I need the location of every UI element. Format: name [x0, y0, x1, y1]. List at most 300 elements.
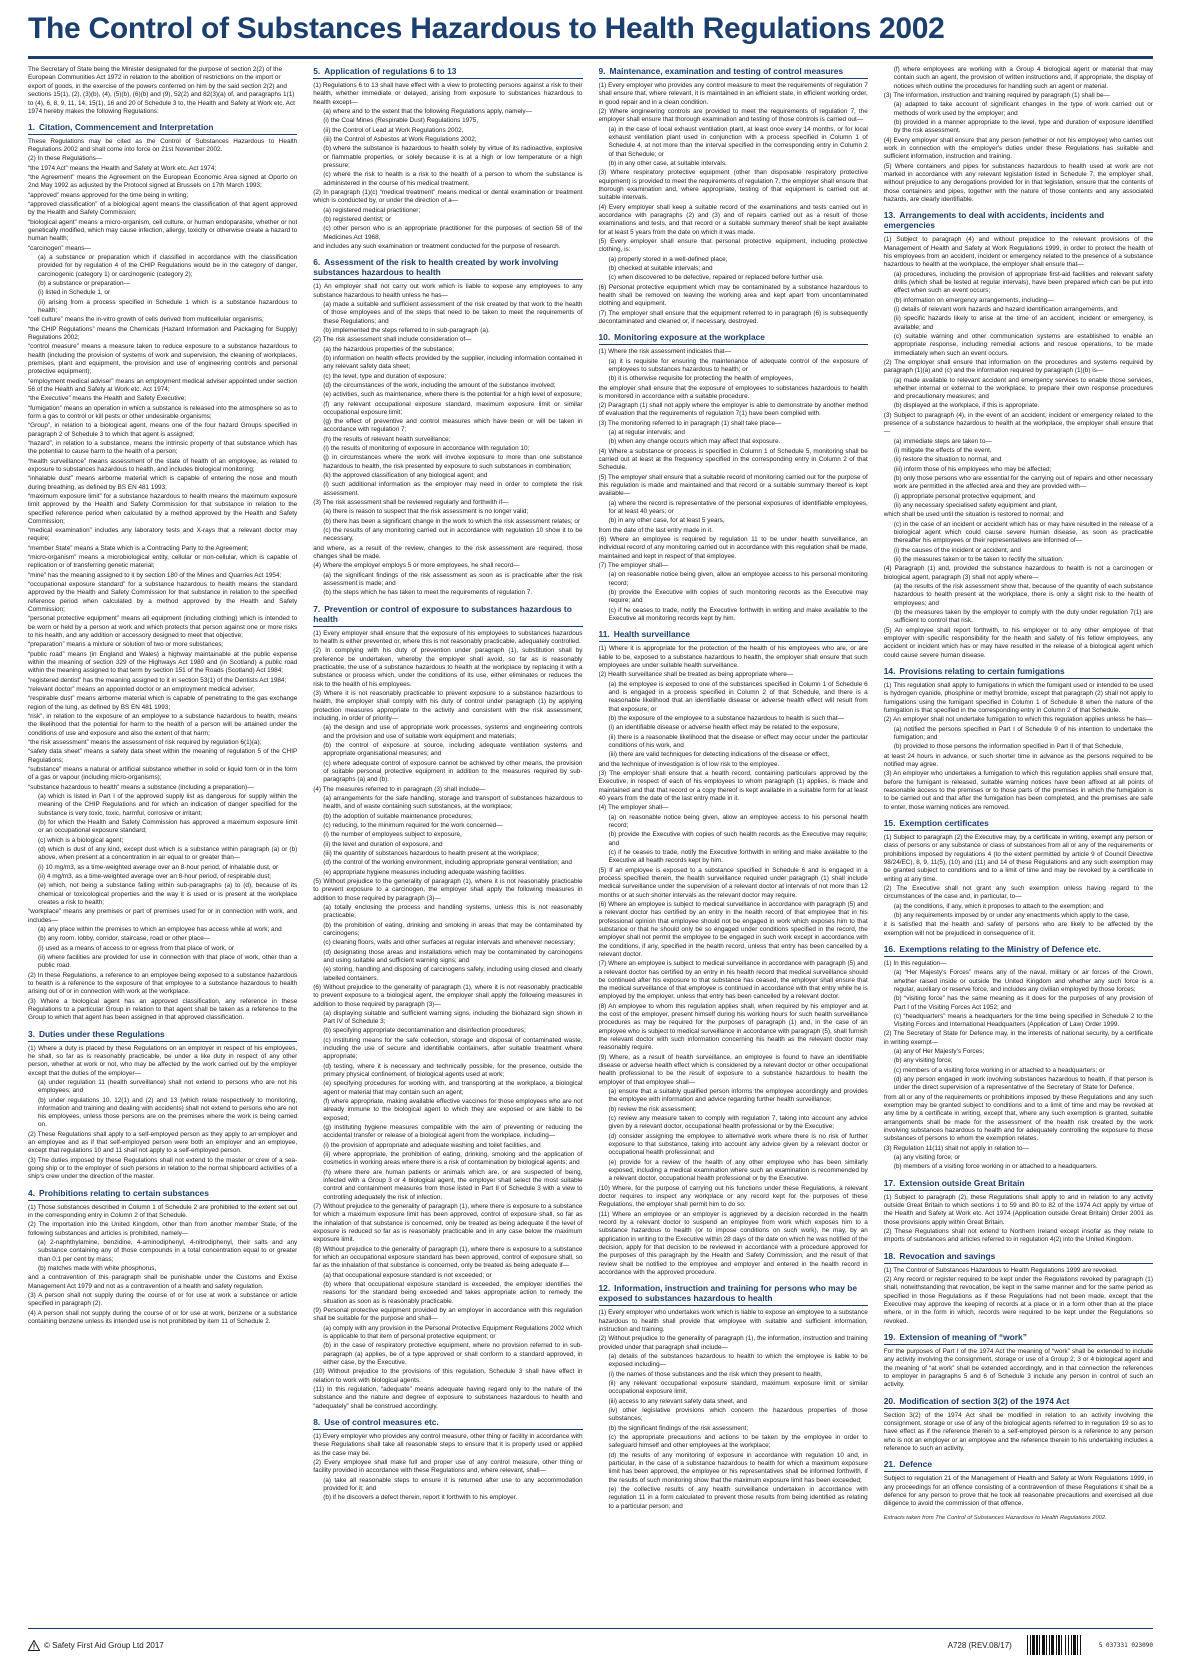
regulation-paragraph: (c) the level, type and duration of exposure; [323, 372, 447, 380]
section-heading [313, 604, 582, 624]
section-heading [884, 1396, 1153, 1406]
section-heading [884, 1332, 1153, 1342]
regulation-paragraph: (4) Every employer shall ensure that any person (whether or not his employee) who carries out work in connection with the employer's duties under these Regulations has suitable and sufficient information, instruction and training. [883, 136, 1153, 161]
regulation-paragraph: the employer shall ensure that the exposure of employees to substances hazardous to health is monitored in accordance with a suitable procedure. [598, 384, 868, 400]
section-number: 10. [598, 332, 611, 343]
regulation-paragraph: “approved” means approved for the time being in writing; [28, 191, 189, 199]
regulation-paragraph: “maximum exposure limit” for a substance hazardous to health means the maximum exposure limit approved by the Health and Safety Commission for that substance in relation to the specified reference period when calculated by a method approved by the Health and Safety Commission; [28, 492, 298, 525]
regulation-paragraph: (7) The employer shall— [598, 562, 669, 570]
regulation-paragraph: (i) the results of monitoring of exposure in accordance with regulation 10; [323, 445, 530, 453]
section-heading [599, 332, 868, 342]
regulation-paragraph: (ii) there is a reasonable likelihood that the disease or effect may occur under the particular conditions of his work, and [608, 733, 868, 749]
regulation-paragraph: and the technique of investigation is of low risk to the employee. [598, 760, 780, 768]
regulation-paragraph: “safety data sheet” means a safety data sheet within the meaning of regulation 5 of the CHIP Regulations; [28, 748, 298, 764]
regulation-paragraph: (b) in any other case, for at least 5 years, [608, 517, 725, 525]
regulation-paragraph: and where, as a result of the review, changes to the risk assessment are required, those changes shall be made. [313, 544, 583, 561]
regulation-paragraph: (b) in any other case, at suitable intervals. [608, 159, 727, 167]
regulation-paragraph: (8) Without prejudice to the generality of paragraph (1), where there is exposure to a substance for which an occupational exposure standard has been approved, control of exposure shall, so far as the inhalation of that substance is concerned, only be treated as being adequate if— [313, 1245, 583, 1270]
regulation-paragraph: (b) provide the Executive with copies of such monitoring records as the Executive may require; and [608, 589, 868, 605]
regulation-paragraph: (i) the names of those substances and the risk which they present to health, [608, 1370, 823, 1378]
heading-rule [884, 830, 1153, 831]
regulation-paragraph: (b) specifying appropriate decontamination and disinfection procedures; [323, 1027, 526, 1035]
regulation-paragraph: (3) Where it is not reasonably practicable to prevent exposure to a substance hazardous to health, the employer shall comply with his duty of control under paragraph (1) by applying protection measures appropriate to the activity and consistent with the risk assessment, including, in order of priority— [313, 690, 583, 722]
regulation-paragraph: (2) These Regulations shall not extend to Northern Ireland except insofar as they relate to imports of substances and articles referred to in regulation 4(2) into the United Kingdom. [883, 1228, 1153, 1244]
regulation-paragraph: (b) where the substance is hazardous to health solely by virtue of its radioactive, explosive or flammable properties, or solely because it is at a high or low temperature or a high pressure; [323, 145, 583, 169]
regulation-paragraph: (6) Personal protective equipment which may be contaminated by a substance hazardous to health shall be removed on leaving the working area and kept apart from uncontaminated clothing and equipment. [598, 283, 868, 308]
regulation-paragraph: (g) the effect of preventive and control measures which have been or will be taken in accordance with regulation 7; [323, 418, 583, 434]
regulation-paragraph: (e) provide for a review of the health of any other employee who has been similarly exposed, including a medical examination where such an examination is recommended by a relevant doctor, occupational health professional or by the Executive. [608, 1158, 868, 1183]
regulation-paragraph: (j) in circumstances where the work will involve exposure to more than one substance hazardous to health, the risk presented by exposure to such substances in combination; [323, 454, 583, 470]
regulation-paragraph: (a) 2-naphthylamine, benzidine, 4-aminodiphenyl, 4-nitrodiphenyl, their salts and any substance containing any of those compounds in a total concentration equal to or greater than 0.1 per cent by mass; [38, 1239, 298, 1263]
section-title: Exemption certificates [899, 817, 989, 828]
regulation-paragraph: (3) The information, instruction and training required by paragraph (1) shall be— [883, 91, 1110, 99]
regulation-paragraph: (2) In these Regulations, a reference to an employee being exposed to a substance hazardous to health is a reference to the exposure of that employee to a substance hazardous to health arising out of or in connection with work at the workplace. [28, 971, 298, 996]
regulation-paragraph: (3) Where respiratory protective equipment (other than disposable respiratory protective equipment) is provided to meet the requirements of regulation 7, the employer shall ensure that thorough examination and, where appropriate, testing of that equipment is carried out at suitable intervals. [598, 169, 868, 202]
regulation-paragraph: (c) when discovered to be defective, repaired or replaced before further use. [608, 274, 824, 282]
regulation-paragraph: (2) Where engineering controls are provided to meet the requirements of regulation 7, the employer shall ensure that thorough examination and testing of those controls is carried out— [598, 107, 868, 124]
regulation-paragraph: (2) In these Regulations— [28, 155, 103, 163]
section [599, 629, 868, 1277]
regulation-paragraph: (h) where there are human patients or animals which are, or are suspected of being, infected with a Group 3 or 4 biological agent, the employer shall select the most suitable control and containment measures from those listed in Part II of Schedule 3 with a view to controlling adequately the risk of infection. [323, 1168, 583, 1201]
regulation-paragraph: (b) checked at suitable intervals; and [608, 264, 713, 272]
section-title: Provisions relating to certain fumigations [899, 666, 1065, 676]
regulation-paragraph: “inhalable dust” means airborne material which is capable of entering the nose and mouth during breathing, as defined by BS EN 481 1993; [28, 475, 298, 491]
regulation-paragraph: (3) An employer who undertakes a fumigation to which this regulation applies shall ensure that, before the fumigant is released, suitable warning notices have been affixed at all points of reasonable access to the premises or to those parts of the premises in which the fumigation is to be carried out and that after the fumigation has been completed, and the premises are safe to enter, those warning notices are removed. [883, 770, 1153, 811]
column-1 [28, 66, 297, 1621]
section-heading [884, 1178, 1153, 1188]
section [313, 66, 582, 251]
heading-rule [28, 1200, 297, 1201]
heading-rule [599, 78, 868, 79]
regulation-paragraph: “the 1974 Act” means the Health and Safety at Work etc. Act 1974; [28, 164, 217, 172]
section-title: Arrangements to deal with accidents, incidents and emergencies [883, 210, 1105, 231]
regulation-paragraph: (3) A person shall not supply during the course of or for use at work a substance or article specified in paragraph (2). [28, 1292, 298, 1308]
regulation-paragraph: (5) Where containers and pipes for substances hazardous to health used at work are not marked in accordance with any relevant legislation listed in Schedule 7, the employer shall, without prejudice to any derogations provided for in that legislation, ensure that the contents of those containers and pipes, together with the nature of those contents and any associated hazards, are clearly identifiable. [883, 162, 1153, 203]
regulation-paragraph: (a) properly stored in a well-defined place; [608, 255, 728, 263]
regulation-paragraph: (a) arrangements for the safe handling, storage and transport of substances hazardous to health, and of waste containing such substances, at the workplace; [323, 794, 583, 811]
heading-rule [884, 1344, 1153, 1345]
regulation-paragraph: “approved classification” of a biological agent means the classification of that agent approved by the Health and Safety Commission; [28, 201, 298, 217]
regulation-paragraph: (3) The employer shall ensure that a health record, containing particulars approved by the Executive, in respect of each of his employees to whom paragraph (1) applies, is made and maintained and that that record or a copy thereof is kept available in a suitable form for at least 40 years from the date of the last entry made in it. [598, 769, 868, 802]
regulation-paragraph: (e) specifying procedures for working with, and transporting at the workplace, a biological agent or material that may contain such an agent; [323, 1080, 583, 1096]
heading-rule [884, 232, 1153, 233]
regulation-paragraph: (b) the adoption of suitable maintenance procedures; [323, 812, 473, 820]
regulation-paragraph: (a) where the record is representative of the personal exposures of identifiable employees, for at least 40 years; or [608, 499, 868, 516]
regulation-paragraph: (a) the hazardous properties of the substance; [323, 345, 454, 353]
regulation-paragraph: (1) Subject to paragraph (2), these Regulations shall apply to and in relation to any activity outside Great Britain to which sections 1 to 59 and 80 to 82 of the 1974 Act apply by virtue of the Health and Safety at Work etc. Act 1974 (Application outside Great Britain) Order 2001 as those provisions apply within Great Britain. [883, 1193, 1153, 1226]
regulation-paragraph: (b) a substance or preparation— [38, 279, 131, 287]
heading-rule [884, 1190, 1153, 1191]
regulation-paragraph: (d) the control of the working environment, including appropriate general ventilation; and [323, 859, 572, 867]
section-title: Defence [899, 1459, 932, 1470]
regulation-paragraph: (4) Paragraph (1) and, provided the substance hazardous to health is not a carcinogen or biological agent, paragraph (3) shall not apply where— [883, 565, 1153, 581]
regulation-paragraph: (b) the significant findings of the risk assessment; [608, 1424, 749, 1432]
regulation-paragraph: (11) Where an employee or an employer is aggrieved by a decision recorded in the health record by a relevant doctor to suspend an employee from work which exposes him to a substance hazardous to health (or to impose conditions on such work), he may, by an application in writing to the Executive within 28 days of the date on which he was notified of the decision, apply for that decision to be reviewed in accordance with a procedure approved for the purposes of this paragraph by the Health and Safety Commission, and the result of that review shall be notified to the employee and employer and entered in the health record in accordance with the approved procedure. [598, 1210, 868, 1276]
barcode [1026, 1635, 1153, 1655]
regulation-paragraph: “micro-organism” means a microbiological entity, cellular or non-cellular, which is capable of replication or of transferring genetic material; [28, 554, 298, 570]
regulation-paragraph: (iii) the quantity of substances hazardous to health present at the workplace; [323, 849, 539, 857]
regulation-paragraph: which shall be used until the situation is restored to normal; and [883, 511, 1064, 519]
heading-rule [884, 678, 1153, 679]
regulation-paragraph: (2) These Regulations shall apply to a self-employed person as they apply to an employer and an employee and as if that self-employed person were both an employer and an employee, except that regulations 10 and 11 shall not apply to a self-employed person. [28, 1130, 298, 1155]
heading-rule [884, 1471, 1153, 1472]
regulation-paragraph: (2) In complying with his duty of prevention under paragraph (1), substitution shall by preference be undertaken, whereby the employer shall avoid, so far as is reasonably practicable, the use of a substance hazardous to health at the workplace by replacing it with a substance or process which, under the conditions of its use, either eliminates or reduces the risk to the health of his employees. [313, 647, 583, 688]
copyright-text: © Safety First Aid Group Ltd 2017 [44, 1640, 164, 1650]
regulation-paragraph: (b) any requirements imposed by or under any enactments which apply to the case, [893, 911, 1130, 919]
regulation-paragraph: “registered dentist” has the meaning assigned to it in section 53(1) of the Dentists Act 1984; [28, 676, 287, 684]
regulation-paragraph: (a) take all reasonable steps to ensure it is returned after use to any accommodation provided for it; and [323, 1476, 583, 1492]
regulation-paragraph: (a) the conditions, if any, which it proposes to attach to the exemption; and [893, 902, 1104, 910]
regulation-paragraph: (10) Where, for the purpose of carrying out his functions under these Regulations, a relevant doctor requires to inspect any workplace or any record kept for the purposes of these Regulations, the employer shall permit him to do so. [598, 1184, 868, 1209]
sources-note: Extracts taken from The Control of Substances Hazardous to Health Regulations 2002. [883, 1514, 1107, 1521]
section-heading [313, 257, 582, 277]
regulation-paragraph: (c) the results of any monitoring carried out in accordance with regulation 10 show it to be necessary, [323, 527, 583, 543]
regulation-paragraph: (i) an identifiable disease or adverse health effect may be related to the exposure, [608, 724, 840, 732]
section-number: 9. [598, 66, 606, 76]
regulation-paragraph: (i) listed in Schedule 1, or [38, 289, 111, 297]
column-2 [313, 66, 582, 1621]
regulation-paragraph: (7) Where an employee is subject to medical surveillance in accordance with paragraph (5) and a relevant doctor has certified by an entry in his health record that medical surveillance should be continued after his exposure to that substance has ceased, the employer shall ensure that the medical surveillance of that employee is continued in accordance with that entry while he is employed by the employer, unless that entry has been cancelled by a relevant doctor. [598, 960, 868, 1001]
section [599, 66, 868, 326]
regulation-paragraph: (ii) the measures taken or to be taken to rectify the situation. [893, 556, 1064, 564]
section-number: 11. [598, 629, 610, 640]
regulation-paragraph: (c) where adequate control of exposure cannot be achieved by other means, the provision of suitable personal protective equipment in addition to the measures required by sub-paragraphs (a) and (b). [323, 759, 583, 784]
section-heading [599, 66, 868, 76]
regulation-paragraph: (b) registered dentist; or [323, 215, 392, 223]
regulation-paragraph: “medical examination” includes any laboratory tests and X-rays that a relevant doctor may require; [28, 527, 298, 543]
section-title: Monitoring exposure at the workplace [614, 332, 765, 343]
regulation-paragraph: “fumigation” means an operation in which a substance is released into the atmosphere so as to form a gas to control or kill pests or other undesirable organisms; [28, 404, 298, 420]
regulation-paragraph: (b) “visiting force” has the same meaning as it does for the purposes of any provision of Part I of the Visiting Forces Act 1952; and [893, 995, 1153, 1011]
regulation-paragraph: (a) details of the substances hazardous to health to which the employee is liable to be exposed including— [608, 1352, 868, 1369]
section-heading [28, 1188, 297, 1198]
regulation-paragraph: (1) The Control of Substances Hazardous to Health Regulations 1999 are revoked. [883, 1266, 1118, 1274]
regulation-paragraph: (c) other person who is an appropriate practitioner for the purposes of section 58 of the Medicines Act 1968, [323, 225, 583, 241]
heading-rule [884, 956, 1153, 957]
regulation-paragraph: and includes any such examination or treatment conducted for the purpose of research. [313, 242, 561, 250]
regulation-paragraph: (a) it is requisite for ensuring the maintenance of adequate control of the exposure of employees to substances hazardous to health; or [608, 357, 868, 373]
regulation-paragraph: “carcinogen” means— [28, 244, 91, 252]
regulation-paragraph: (1) An employer shall not carry out work which is liable to expose any employees to any substance hazardous to health unless he has— [313, 283, 583, 299]
regulation-paragraph: (a) in the case of local exhaust ventilation plant, at least once every 14 months, or for local exhaust ventilation plant used in conjunction with a process specified in Column 1 of Schedule 4, at not more than the interval specified in the corresponding entry in Column 2 of that Schedule; or [608, 125, 868, 158]
footer [28, 1634, 1153, 1656]
regulation-paragraph: “the risk assessment” means the assessment of risk required by regulation 6(1)(a); [28, 739, 262, 747]
regulation-paragraph: (b) when any change occurs which may affect that exposure. [608, 438, 781, 446]
regulation-paragraph: (1) Every employer who provides any control measure, other thing or facility in accordance with these Regulations shall take all reasonable steps to ensure that it is properly used or applied as the case may be. [313, 1432, 583, 1457]
regulation-paragraph: (e) activities, such as maintenance, where there is the potential for a high level of exposure; [323, 391, 582, 399]
regulation-paragraph: (7) Without prejudice to the generality of paragraph (1), where there is exposure to a substance for which a maximum exposure limit has been approved, control of exposure shall, so far as the inhalation of that substance is concerned, only be treated as being adequate if the level of exposure is reduced so far as is reasonably practicable and in any case below the maximum exposure limit. [313, 1203, 583, 1244]
section [28, 1029, 297, 1182]
regulation-paragraph: (d) any person engaged in work involving substances hazardous to health, if that person is under the direct supervision of a representative of the Secretary of State for Defence, [893, 1076, 1153, 1092]
regulation-paragraph: from all or any of the requirements or prohibitions imposed by these Regulations and any such exemption may be granted subject to conditions and to a limit of time and may be revoked at any time by a certificate in writing, except that, where any such exemption is granted, suitable arrangements shall be made for the assessment of the health risk created by the work involving substances hazardous to health and for adequately controlling the exposure to those substances of persons to whom the exemption relates. [883, 1093, 1153, 1143]
regulation-paragraph: (d) which is dust of any kind, except dust which is a substance within paragraph (a) or (b) above, when present at a concentration in air equal to or greater than— [38, 845, 298, 862]
regulation-paragraph: (iii) access to any relevant safety data sheet, and [608, 1397, 748, 1405]
section-number: 4. [28, 1187, 35, 1198]
regulation-paragraph: (f) where employees are working with a Group 4 biological agent or material that may contain such an agent, the provision of written instructions and, if appropriate, the display of notices which outline the procedures for handling such an agent or material. [893, 66, 1153, 90]
section [313, 257, 582, 597]
regulation-paragraph: (7) The employer shall ensure that the equipment referred to in paragraph (6) is subsequently decontaminated and cleaned or, if necessary, destroyed. [598, 309, 868, 325]
regulation-paragraph: (1) Subject to paragraph (2) the Executive may, by a certificate in writing, exempt any person or class of persons or any substance or class of substances from all or any of the requirements or prohibitions imposed by regulations 4 (to the extent permitted by article 9 of Council Directive 98/24/EC), 8, 9, 11(5), (10) and (11) and 14 of these Regulations and any such exemption may be granted subject to conditions and to a limit of time and may be revoked by a certificate in writing at any time. [883, 833, 1153, 883]
section [884, 210, 1153, 660]
section [884, 666, 1153, 812]
section-number: 8. [313, 1416, 321, 1427]
regulation-paragraph: (a) registered medical practitioner; [323, 206, 421, 214]
regulation-paragraph: (b) it is otherwise requisite for protecting the health of employees, [608, 375, 794, 383]
section-number: 12. [598, 1283, 611, 1294]
heading-rule [313, 626, 582, 627]
section-title: Maintenance, examination and testing of control measures [609, 66, 844, 76]
regulation-paragraph: (i) mitigate the effects of the event, [893, 447, 992, 455]
section-title: Duties under these Regulations [39, 1028, 165, 1039]
intro-paragraph: The Secretary of State being the Minister designated for the purpose of section 2(2) of the European Communities Act 1972 in relation to the abolition of restrictions on the import or export of goods, in the exercise of the powers conferred on him by the said section 2(2) and sections 15(1), (2), (3)(b), (4), (5)(b), (6)(b) and (9), 52(2) and 82(3)(a) of, and paragraphs 1(1) to (4), 6, 8, 9, 11, 14, 15(1), 16 and 20 of Schedule 3 to, the Health and Safety at Work etc. Act 1974 hereby makes the following Regulations: [28, 66, 295, 116]
section-heading [884, 1251, 1153, 1261]
regulation-paragraph: (c) if he ceases to trade, notify the Executive forthwith in writing and make available to the Executive all monitoring records kept by him. [608, 606, 868, 623]
regulation-paragraph: (b) review the risk assessment; [608, 1105, 697, 1113]
section-title: Prohibitions relating to certain substances [39, 1187, 209, 1198]
regulation-paragraph: “cell culture” means the in-vitro growth of cells derived from multicellular organisms; [28, 316, 264, 324]
regulation-paragraph: (l) such additional information as the employer may need in order to complete the risk assessment. [323, 481, 583, 497]
content-columns [28, 66, 1153, 1621]
regulation-paragraph: (2) Paragraph (1) shall not apply where the employer is able to demonstrate by another method of evaluation that the requirements of regulation 7(1) have been complied with. [598, 402, 868, 418]
regulation-paragraph: (4) The employer shall— [598, 804, 669, 812]
regulation-paragraph: (2) The risk assessment shall include consideration of— [313, 336, 472, 344]
section-heading [313, 1417, 582, 1427]
product-reference: A728 (REV.08/17) [947, 1640, 1012, 1650]
regulation-paragraph: (4) Where a substance or process is specified in Column 1 of Schedule 5, monitoring shall be carried out at least at the frequency specified in the corresponding entry in Column 2 of that Schedule. [598, 447, 868, 472]
regulation-paragraph: (b) under regulations 10, 12(1) and (2) and 13 (which relate respectively to monitoring, information and training and dealing with accidents) shall not extend to persons who are not his employees, unless those persons are on the premises where the work is being carried on. [38, 1096, 298, 1129]
regulation-paragraph: “Group”, in relation to a biological agent, means one of the four hazard Groups specified in paragraph 2 of Schedule 3 to which that agent is assigned; [28, 422, 298, 438]
regulation-paragraph: (c) cleaning floors, walls and other surfaces at regular intervals and whenever necessary; [323, 939, 576, 947]
section [28, 1188, 297, 1327]
regulation-paragraph: (k) the approved classification of any biological agent; and [323, 472, 488, 480]
regulation-paragraph: (c) members of a visiting force working in or attached to a headquarters; or [893, 1066, 1105, 1074]
regulation-paragraph: “personal protective equipment” means all equipment (including clothing) which is intended to be worn or held by a person at work and which protects that person against one or more risks to his health, and any addition or accessory designed to meet that objective; [28, 615, 298, 640]
regulation-paragraph: (a) which is listed in Part I of the approved supply list as dangerous for supply within the meaning of the CHIP Regulations and for which an indication of danger specified for the substance is very toxic, toxic, harmful, corrosive or irritant; [38, 793, 298, 817]
regulation-paragraph: (b) members of a visiting force working in or attached to a headquarters. [893, 1163, 1098, 1171]
regulation-paragraph: “employment medical adviser” means an employment medical adviser appointed under section 56 of the Health and Safety at Work etc. Act 1974; [28, 377, 298, 393]
regulation-paragraph: (ii) where facilities are provided for use in connection with that place of work, other than a public road. [38, 953, 298, 970]
regulation-paragraph: (6) Where an employee is required by regulation 11 to be under health surveillance, an individual record of any monitoring carried out in accordance with this regulation shall be made, maintained and kept in respect of that employee. [598, 536, 868, 560]
regulation-paragraph: and a contravention of this paragraph shall be punishable under the Customs and Excise Management Act 1979 and not as a contravention of a health and safety regulation. [28, 1274, 298, 1290]
regulation-paragraph: (c) in the case of an incident or accident which has or may have resulted in the release of a biological agent which could cause severe human disease, as soon as practicable thereafter his employees or their representatives are informed of— [893, 520, 1153, 545]
regulation-paragraph: (b) provide the Executive with copies of such health records as the Executive may require; and [608, 831, 868, 847]
regulation-paragraph: “substance” means a natural or artificial substance whether in solid or liquid form or in the form of a gas or vapour (including micro-organisms); [28, 766, 298, 782]
section [884, 818, 1153, 938]
regulation-paragraph: (b) in the case of respiratory protective equipment, where no provision referred to in sub-paragraph (a) applies, be of a type approved or shall conform to a standard approved, in either case, by the Executive. [323, 1342, 583, 1366]
regulation-paragraph: (h) the results of relevant health surveillance; [323, 435, 451, 443]
regulation-paragraph: (iv) other legislative provisions which concern the hazardous properties of those substances; [608, 1406, 868, 1423]
regulation-paragraph: (b) there has been a significant change in the work to which the risk assessment relates; or [323, 517, 581, 525]
regulation-paragraph: (10) Without prejudice to the provisions of this regulation, Schedule 3 shall have effect in relation to work with biological agents. [313, 1368, 583, 1384]
regulation-paragraph: “public road” means (in England and Wales) a highway maintainable at the public expense within the meaning of section 329 of the Highways Act 1980 and (in Scotland) a public road within the meaning assigned to that term by section 151 of the Roads (Scotland) Act 1984; [28, 650, 298, 675]
regulation-paragraph: from the date of the last entry made in it. [598, 526, 713, 534]
section-number: 1. [28, 121, 35, 132]
regulation-paragraph: (1) This regulation shall apply to fumigations in which the fumigant used or intended to be used is hydrogen cyanide, phosphine or methyl bromide, except that paragraph (2) shall not apply to fumigations using the fumigant specified in Column 1 of Schedule 8 when the nature of the fumigation is that specified in the corresponding entry in Column 2 of that Schedule. [883, 682, 1153, 714]
regulation-paragraph: (i) 10 mg/m3, as a time-weighted average over an 8-hour period, of inhalable dust, or [38, 863, 279, 871]
section [599, 332, 868, 623]
regulation-paragraph: (ii) arising from a process specified in Schedule 1 which is a substance hazardous to health; [38, 298, 298, 314]
regulation-paragraph: “relevant doctor” means an appointed doctor or an employment medical adviser; [28, 686, 255, 694]
regulation-paragraph: (a) totally enclosing the process and handling systems, unless this is not reasonably practicable; [323, 903, 583, 920]
regulation-paragraph: (c) instituting means for the safe collection, storage and disposal of contaminated waste, including the use of secure and identifiable containers, after suitable treatment where appropriate; [323, 1036, 583, 1061]
regulation-paragraph: (2) An employer shall not undertake fumigation to which this regulation applies unless he has— [883, 716, 1153, 724]
section [884, 1459, 1153, 1508]
regulation-paragraph: (2) The Secretary of State for Defence may, in the interests of national security, by a certificate in writing exempt— [883, 1030, 1153, 1046]
regulation-paragraph: (1) Subject to paragraph (4) and without prejudice to the relevant provisions of the Management of Health and Safety at Work Regulations 1999, in order to protect the health of his employees from an accident, incident or emergency related to the presence of a substance hazardous to health at the workplace, the employer shall ensure that— [883, 236, 1153, 269]
regulation-paragraph: (a) procedures, including the provision of appropriate first-aid facilities and relevant safety drills (which shall be tested at regular intervals), have been prepared which can be put into effect when such an event occurs; [893, 270, 1153, 295]
regulation-paragraph: (b) provided to those persons the information specified in Part II of that Schedule, [893, 743, 1124, 751]
section-title: Extension outside Great Britain [899, 1177, 1025, 1188]
regulation-paragraph: (4) A person shall not supply during the course of or for use at work, benzene or a substance containing benzene unless its intended use is not prohibited by item 11 of Schedule 2. [28, 1309, 298, 1326]
section-title: Health surveillance [613, 629, 691, 640]
section-title: Use of control measures etc. [324, 1416, 439, 1427]
regulation-paragraph: (2) Every employee shall make full and proper use of any control measure, other thing or facility provided in accordance with these Regulations and, where relevant, shall— [313, 1458, 583, 1475]
regulation-paragraph: (2) The Executive shall not grant any such exemption unless having regard to the circumstances of the case and, in particular, to— [883, 884, 1153, 901]
section-number: 19. [883, 1332, 896, 1342]
regulation-paragraph: (2) In paragraph (1)(c) “medical treatment” means medical or dental examination or treatment which is conducted by, or under the direction of a— [313, 188, 583, 205]
section-number: 5. [313, 66, 321, 76]
regulation-paragraph: (c) which is a biological agent; [38, 836, 124, 844]
regulation-paragraph: (2) Health surveillance shall be treated as being appropriate where— [598, 671, 794, 679]
regulation-paragraph: (f) any relevant occupational exposure standard, maximum exposure limit or similar occupational exposure limit; [323, 400, 583, 416]
regulation-paragraph: (b) where that occupational exposure standard is exceeded, the employer identifies the reasons for the standard being exceeded and takes appropriate action to remedy the situation as soon as is reasonably practicable. [323, 1281, 583, 1305]
section-title: Application of regulations 6 to 13 [324, 66, 457, 76]
section-heading [28, 122, 297, 132]
regulation-paragraph: (b) the measures taken by the employer to comply with the duty under regulation 7(1) are sufficient to control that risk. [893, 609, 1153, 625]
regulation-paragraph: (c) the appropriate precautions and actions to be taken by the employee in order to safeguard himself and other employees at the workplace; [608, 1433, 868, 1450]
regulation-paragraph: (b) implemented the steps referred to in sub-paragraph (a). [323, 326, 490, 334]
regulation-paragraph: (5) An employee shall report forthwith, to his employer or to any other employee of that employer with specific responsibility for the health and safety of his fellow employees, any accident or incident which has or may have resulted in the release of a biological agent which could cause severe human disease. [883, 626, 1153, 659]
regulation-paragraph: (b) any visiting force; [893, 1057, 953, 1065]
section [313, 1417, 582, 1503]
regulation-paragraph: (b) provided in a manner appropriate to the level, type and duration of exposure identified by the risk assessment. [893, 118, 1153, 135]
regulation-paragraph: (b) for which the Health and Safety Commission has approved a maximum exposure limit or an occupational exposure standard; [38, 818, 298, 835]
regulation-paragraph: For the purposes of Part I of the 1974 Act the meaning of “work” shall be extended to include any activity involving the consignment, storage or use of a Group 2, 3 or 4 biological agent and the meaning of “at work” shall be extended accordingly, and in that connection the references to employer in paragraphs 5 and 6 of Schedule 3 include any person in control of such an activity. [883, 1348, 1153, 1389]
regulation-paragraph: (b) if he discovers a defect therein, report it forthwith to his employer. [323, 1494, 518, 1502]
regulation-paragraph: (i) details of relevant work hazards and hazard identification arrangements, and [893, 305, 1118, 313]
regulation-paragraph: (c) “headquarters” means a headquarters for the time being specified in Schedule 2 to the Visiting Forces and International Headquarters (Application of Law) Order 1999. [893, 1012, 1153, 1029]
regulation-paragraph: “occupational exposure standard” for a substance hazardous to health means the standard approved by the Health and Safety Commission for that substance in relation to the specified reference period when calculated by a method approved by the Health and Safety Commission; [28, 581, 298, 614]
regulation-paragraph: (iii) the Control of Asbestos at Work Regulations 2002; [323, 135, 477, 143]
section-heading [599, 629, 868, 639]
section-number: 16. [883, 943, 896, 954]
regulation-paragraph: (c) reducing, to the minimum required for the work concerned— [323, 821, 503, 829]
regulation-paragraph: “member State” means a State which is a Contracting Party to the Agreement; [28, 544, 249, 552]
regulation-paragraph: “substance hazardous to health” means a substance (including a preparation)— [28, 783, 254, 791]
section-title: Citation, Commencement and Interpretation [39, 121, 214, 132]
regulation-paragraph: (a) notified the persons specified in Part I of Schedule 9 of his intention to undertake the fumigation; and [893, 725, 1153, 741]
barcode-icon [1026, 1635, 1096, 1655]
section-title: Information, instruction and training for persons who may be exposed to substances hazardous to health [598, 1283, 858, 1304]
regulation-paragraph: (b) displayed at the workplace, if this is appropriate. [893, 402, 1040, 410]
regulation-paragraph: (3) Regulation 11(11) shall not apply in relation to— [883, 1144, 1029, 1152]
regulation-paragraph: “control measure” means a measure taken to reduce exposure to a substance hazardous to health (including the provision of systems of work and supervision, the cleaning of workplaces, premises, plant and equipment, the provision and use of engineering controls and personal protective equipment); [28, 343, 298, 376]
regulation-paragraph: (1) In this regulation— [883, 959, 947, 967]
regulation-paragraph: “the CHIP Regulations” means the Chemicals (Hazard Information and Packaging for Supply) Regulations 2002; [28, 325, 298, 341]
regulation-paragraph: Subject to regulation 21 of the Management of Health and Safety at Work Regulations 1999, in any proceedings for an offence consisting of a contravention of these Regulations it shall be a defence for any person to prove that he took all reasonable precautions and exercised all due diligence to avoid the commission of that offence. [883, 1475, 1153, 1508]
regulation-paragraph: (ii) any relevant occupational exposure standard, maximum exposure limit or similar occupational exposure limit, [608, 1379, 868, 1396]
section [884, 1396, 1153, 1454]
heading-rule [884, 1408, 1153, 1409]
regulation-paragraph: (c) if he ceases to trade, notify the Executive forthwith in writing and make available to the Executive all health records kept by him. [608, 848, 868, 865]
barcode-number: 5 037331 023090 [1098, 1641, 1153, 1649]
section-number: 15. [883, 817, 896, 828]
section-heading [313, 66, 582, 76]
regulation-paragraph: (3) The monitoring referred to in paragraph (1) shall take place— [598, 419, 782, 427]
regulation-paragraph: “health surveillance” means assessment of the state of health of an employee, as related to exposure to substances hazardous to health, and includes biological monitoring; [28, 457, 298, 473]
section [28, 122, 297, 1023]
regulation-paragraph: (5) The employer shall ensure that a suitable record of monitoring carried out for the purpose of this regulation is made and maintained and that record or a suitable summary thereof is kept available— [598, 473, 868, 498]
regulation-paragraph: (1) Every employer shall ensure that the exposure of his employees to substances hazardous to health is either prevented or, where this is not reasonably practicable, adequately controlled. [313, 629, 583, 646]
regulation-paragraph: (e) appropriate hygiene measures including adequate washing facilities. [323, 868, 527, 876]
regulation-paragraph: (a) under regulation 11 (health surveillance) shall not extend to persons who are not his employees; and [38, 1078, 298, 1095]
regulation-paragraph: (a) the design and use of appropriate work processes, systems and engineering controls and the provision and use of suitable work equipment and materials; [323, 724, 583, 740]
section-number: 7. [313, 603, 321, 614]
regulation-paragraph: (ii) the Control of Lead at Work Regulations 2002, [323, 126, 464, 134]
section [884, 66, 1153, 204]
regulation-paragraph: (6) Without prejudice to the generality of paragraph (1), where it is not reasonably practicable to prevent exposure to a biological agent, the employer shall apply the following measures in addition to those required by paragraph (3)— [313, 983, 583, 1008]
regulation-paragraph: “the Agreement” means the Agreement on the European Economic Area signed at Oporto on 2nd May 1992 as adjusted by the Protocol signed at Brussels on 17th March 1993; [28, 174, 298, 190]
regulation-paragraph: (11) In this regulation, “adequate” means adequate having regard only to the nature of the substance and the nature and degree of exposure to substances hazardous to health and “adequately” shall be construed accordingly. [313, 1385, 583, 1410]
regulation-paragraph: (2) The employer shall ensure that information on the procedures and systems required by paragraph (1)(a) and (c) and the information required by paragraph (1)(b) is— [883, 358, 1153, 375]
section-heading [884, 944, 1153, 954]
section-number: 14. [883, 666, 896, 676]
section-title: Prevention or control of exposure to substances hazardous to health [313, 603, 572, 624]
section-heading [599, 1283, 868, 1303]
regulation-paragraph: (d) the circumstances of the work, including the amount of the substance involved; [323, 381, 556, 389]
regulation-paragraph: (c) review any measure taken to comply with regulation 7, taking into account any advice given by a relevant doctor, occupational health professional or by the Executive; [608, 1115, 868, 1131]
regulation-paragraph: (iii) there are valid techniques for detecting indications of the disease or effect, [608, 751, 829, 759]
section-heading [884, 666, 1153, 676]
regulation-paragraph: (ii) any necessary specialised safety equipment and plant, [893, 502, 1058, 510]
regulation-paragraph: Section 3(2) of the 1974 Act shall be modified in relation to an activity involving the consignment, storage or use of any of the biological agents referred to in regulation 19 so as to have effect as if the reference therein to a self-employed person is a reference to any person who is not an employer or an employee and the reference therein to his undertaking includes a reference to such an activity. [883, 1411, 1153, 1452]
regulation-paragraph: it is satisfied that the health and safety of persons who are likely to be affected by the exemption will not be prejudiced in consequence of it. [883, 921, 1153, 937]
section-heading [884, 210, 1153, 230]
regulation-paragraph: (b) only those persons who are essential for the carrying out of repairs and other necessary work are permitted in the affected area and they are provided with— [893, 475, 1153, 491]
heading-rule [599, 1305, 868, 1306]
regulation-paragraph: (1) Where the risk assessment indicates that— [598, 348, 731, 356]
regulation-paragraph: “respirable dust” means airborne material which is capable of penetrating to the gas exchange region of the lung, as defined by BS EN 481 1993; [28, 695, 298, 711]
section-number: 6. [313, 257, 321, 268]
section-heading [884, 1459, 1153, 1469]
heading-rule [313, 78, 582, 79]
regulation-paragraph: (3) Subject to paragraph (4), in the event of an accident, incident or emergency related to the presence of a substance hazardous to health at the workplace, the employer shall ensure that— [883, 411, 1153, 436]
regulation-paragraph: (a) ensure that a suitably qualified person informs the employee accordingly and provides the employee with information and advice regarding further health surveillance; [608, 1088, 868, 1104]
regulation-paragraph: (a) immediate steps are taken to— [893, 437, 992, 445]
regulation-paragraph: (1) Every employer who provides any control measure to meet the requirements of regulation 7 shall ensure that, where relevant, it is maintained in an efficient state, in efficient working order, in good repair and in a clean condition. [598, 82, 868, 106]
regulation-paragraph: (d) consider assigning the employee to alternative work where there is no risk of further exposure to that substance, taking into account any advice given by a relevant doctor or occupational health professional; and [608, 1132, 868, 1157]
regulation-paragraph: (b) the control of exposure at source, including adequate ventilation systems and appropriate organisational measures; and [323, 741, 583, 758]
regulation-paragraph: (b) the steps which he has taken to meet the requirements of regulation 7. [323, 589, 533, 597]
regulation-paragraph: (a) made available to relevant accident and emergency services to enable those services, whether internal or external to the workplace, to prepare their own response procedures and precautionary measures; and [893, 376, 1153, 401]
regulation-paragraph: (a) the employee is exposed to one of the substances specified in Column 1 of Schedule 6 and is engaged in a process specified in Column 2 of that Schedule, and there is a reasonable likelihood that an identifiable disease or adverse health effect will result from that exposure; or [608, 680, 868, 713]
regulation-paragraph: “workplace” means any premises or part of premises used for or in connection with work, and includes— [28, 908, 298, 924]
regulation-paragraph: (b) information on health effects provided by the supplier, including information contained in any relevant safety data sheet; [323, 354, 583, 371]
heading-rule [599, 344, 868, 345]
section-number: 3. [28, 1028, 35, 1039]
regulation-paragraph: (a) that occupational exposure standard is not exceeded; or [323, 1271, 492, 1279]
regulation-paragraph: (a) displaying suitable and sufficient warning signs, including the biohazard sign shown in Part IV of Schedule 3; [323, 1009, 583, 1026]
regulation-paragraph: “the Executive” means the Health and Safety Executive; [28, 395, 187, 403]
regulation-paragraph: (d) the results of any monitoring of exposure in accordance with regulation 10 and, in particular, in the case of a substance hazardous to health for which a maximum exposure limit has been approved, the employee or his representatives shall be informed forthwith, if the results of such monitoring show that the maximum exposure limit has been exceeded; [608, 1451, 868, 1484]
footer-rule [28, 1628, 1153, 1629]
section-number: 17. [883, 1177, 896, 1188]
section [884, 944, 1153, 1172]
column-3 [599, 66, 868, 1621]
section [599, 1283, 868, 1511]
regulation-paragraph: (a) any place within the premises to which an employee has access while at work; and [38, 925, 282, 933]
regulation-paragraph: (c) suitable warning and other communication systems are established to enable an appropriate response, including remedial actions and rescue operations, to be made immediately when such an event occurs. [893, 332, 1153, 357]
